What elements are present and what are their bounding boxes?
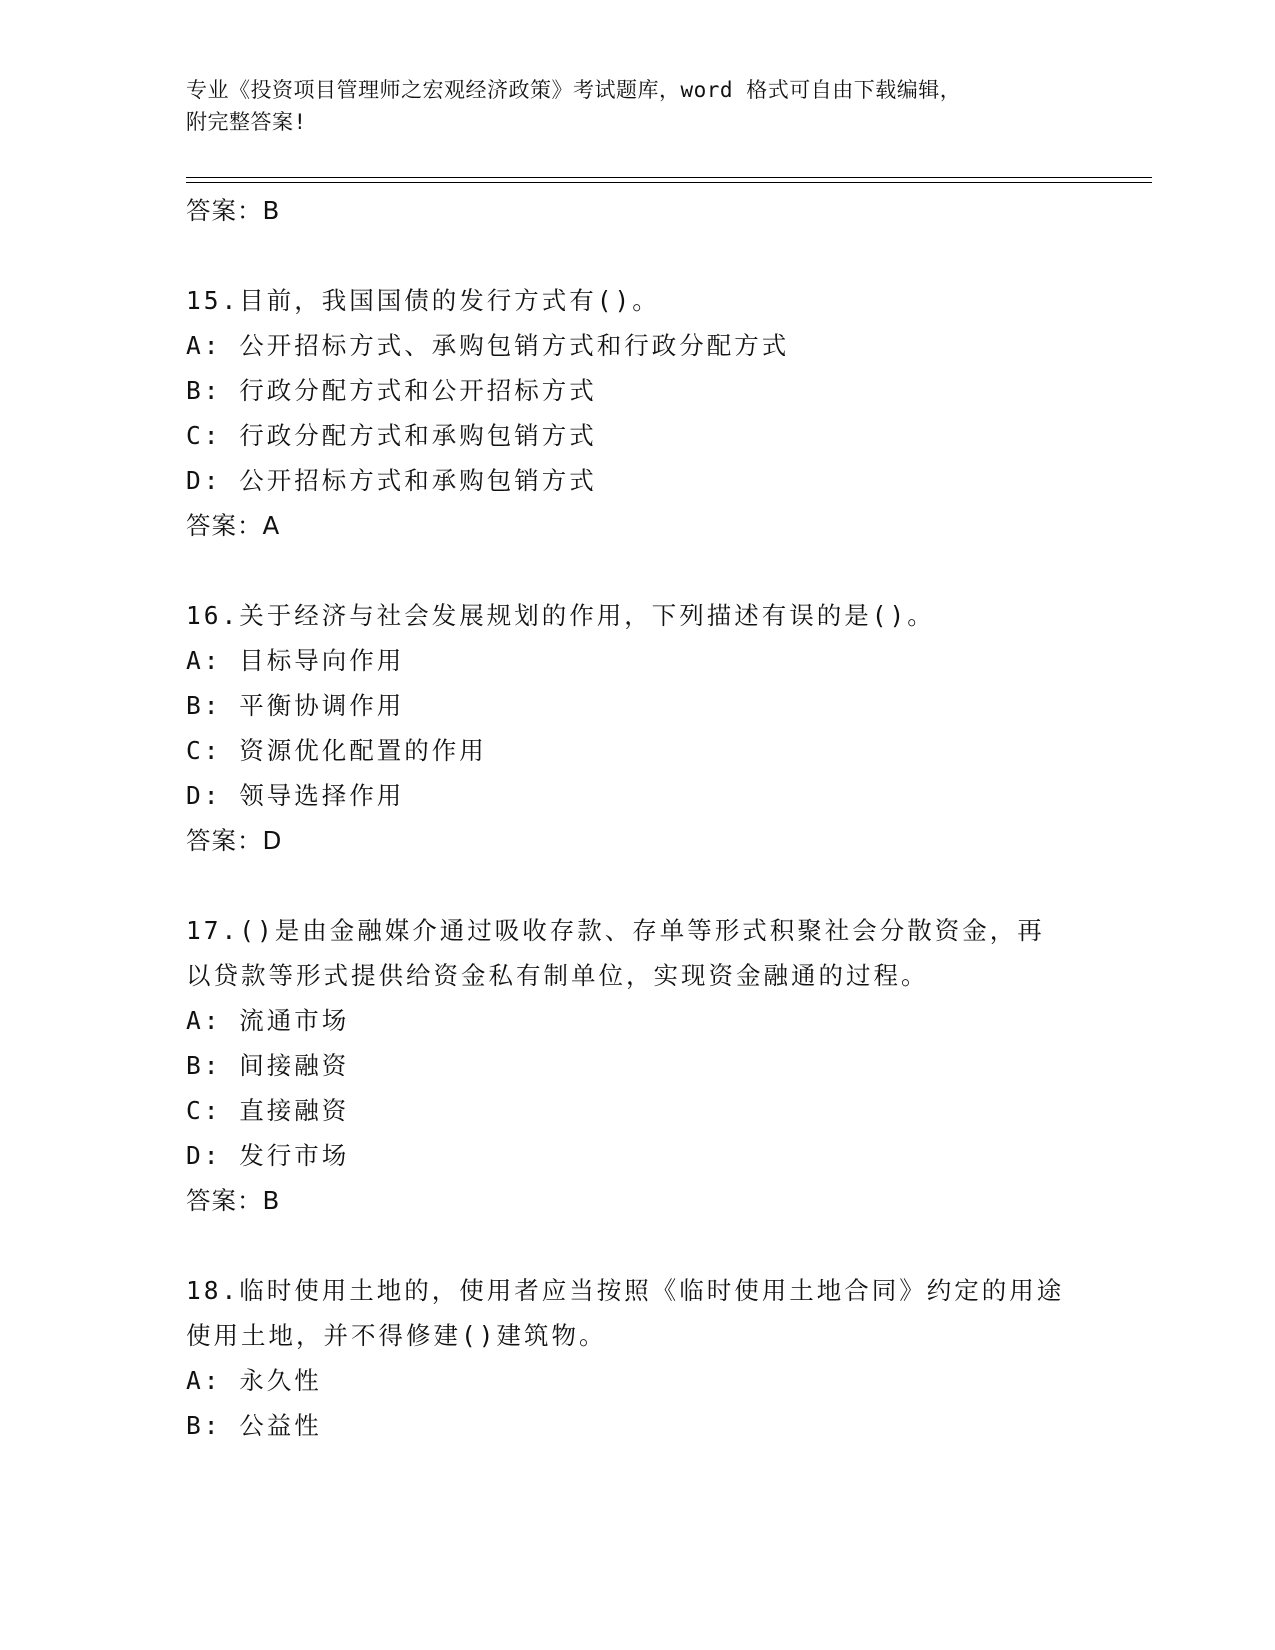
answer-line: 答案：B — [186, 1186, 281, 1215]
question-list — [186, 188, 1066, 1448]
option-d: D: 发行市场 — [186, 1141, 350, 1170]
header-intro-line-1: 专业《投资项目管理师之宏观经济政策》考试题库，word 格式可自由下载编辑， — [186, 78, 962, 102]
question-stem: 16.关于经济与社会发展规划的作用，下列描述有误的是()。 — [186, 601, 935, 630]
header-divider-bottom — [186, 182, 1152, 183]
question-stem: 18.临时使用土地的，使用者应当按照《临时使用土地合同》约定的用途使用土地，并不得修建()建筑物。 — [186, 1276, 1065, 1350]
option-d: D: 领导选择作用 — [186, 781, 405, 810]
option-b: B: 平衡协调作用 — [186, 691, 405, 720]
document-header — [186, 74, 1066, 138]
header-divider-top — [186, 177, 1152, 178]
option-d: D: 公开招标方式和承购包销方式 — [186, 466, 597, 495]
option-a: A: 永久性 — [186, 1366, 322, 1395]
option-a: A: 目标导向作用 — [186, 646, 405, 675]
answer-line: 答案：A — [186, 511, 281, 540]
question-18 — [186, 1268, 1066, 1448]
question-17 — [186, 908, 1066, 1223]
option-c: C: 直接融资 — [186, 1096, 350, 1125]
option-c: C: 行政分配方式和承购包销方式 — [186, 421, 597, 450]
option-b: B: 行政分配方式和公开招标方式 — [186, 376, 597, 405]
question-stem: 15.目前，我国国债的发行方式有()。 — [186, 286, 660, 315]
option-b: B: 公益性 — [186, 1411, 322, 1440]
option-b: B: 间接融资 — [186, 1051, 350, 1080]
header-intro-line-2: 附完整答案! — [186, 110, 307, 134]
question-stem: 17.()是由金融媒介通过吸收存款、存单等形式积聚社会分散资金，再以贷款等形式提供给资金私有制单位，实现资金融通的过程。 — [186, 916, 1045, 990]
answer-line-14: 答案：B — [186, 196, 281, 225]
option-a: A: 公开招标方式、承购包销方式和行政分配方式 — [186, 331, 790, 360]
option-a: A: 流通市场 — [186, 1006, 350, 1035]
question-16 — [186, 593, 1066, 863]
question-15 — [186, 278, 1066, 548]
option-c: C: 资源优化配置的作用 — [186, 736, 487, 765]
answer-line: 答案：D — [186, 826, 283, 855]
